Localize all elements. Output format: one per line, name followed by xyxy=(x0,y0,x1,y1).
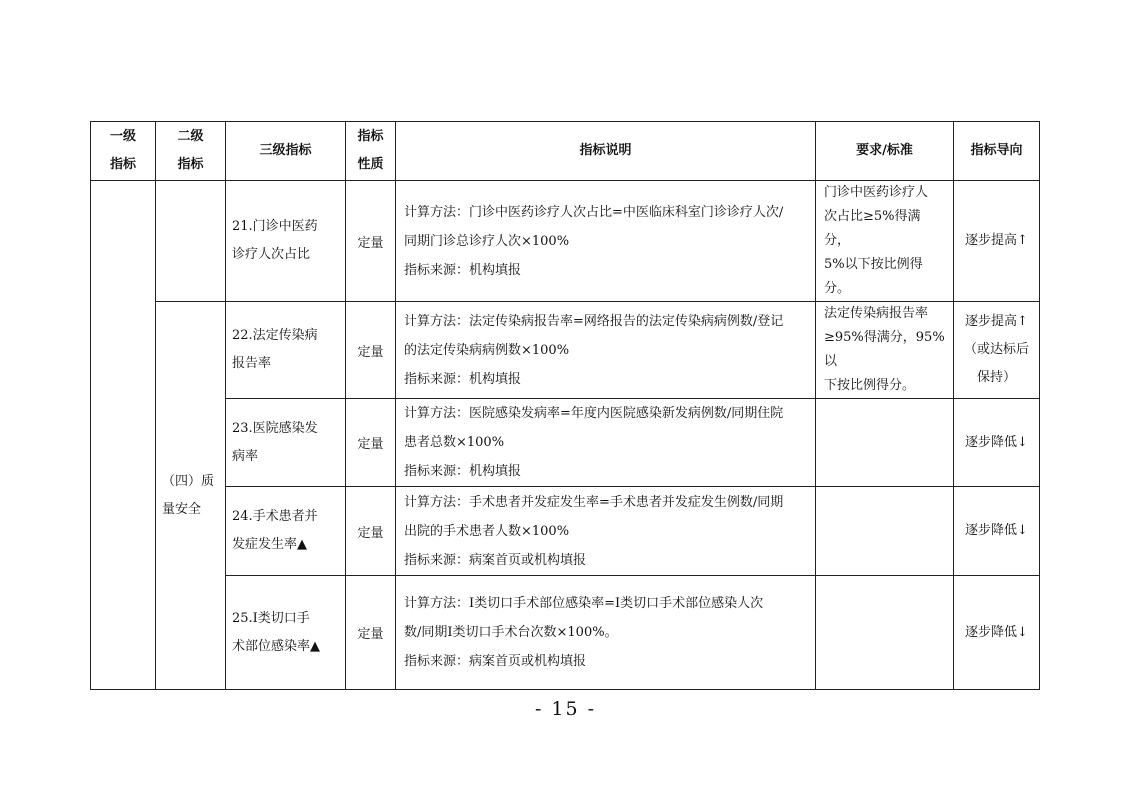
header-description: 指标说明 xyxy=(396,122,816,181)
indicator-table xyxy=(90,121,1040,690)
requirement-cell xyxy=(816,399,954,487)
header-nature: 指标 性质 xyxy=(346,122,396,181)
table-row xyxy=(91,181,1040,302)
requirement-cell xyxy=(816,576,954,690)
requirement-cell: 门诊中医药诊疗人 次占比≥5%得满分， 5%以下按比例得分。 xyxy=(816,181,954,302)
description-cell: 计算方法：Ⅰ类切口手术部位感染率=Ⅰ类切口手术部位感染人次 数/同期Ⅰ类切口手术台次数×100%。 指标来源：病案首页或机构填报 xyxy=(396,576,816,690)
description-cell: 计算方法：门诊中医药诊疗人次占比=中医临床科室门诊诊疗人次/ 同期门诊总诊疗人次×100% 指标来源：机构填报 xyxy=(396,181,816,302)
header-direction: 指标导向 xyxy=(954,122,1040,181)
table-row xyxy=(91,576,1040,690)
nature-cell: 定量 xyxy=(346,399,396,487)
level3-cell: 22.法定传染病 报告率 xyxy=(226,302,346,399)
table-row xyxy=(91,487,1040,576)
direction-cell: 逐步提高↑ （或达标后 保持） xyxy=(954,302,1040,399)
header-level1: 一级 指标 xyxy=(91,122,156,181)
level3-cell: 24.手术患者并 发症发生率▲ xyxy=(226,487,346,576)
nature-cell: 定量 xyxy=(346,302,396,399)
nature-cell: 定量 xyxy=(346,181,396,302)
requirement-cell xyxy=(816,487,954,576)
category-cell: （四）质 量安全 xyxy=(156,302,226,690)
level1-cell xyxy=(91,181,156,690)
header-level2: 二级 指标 xyxy=(156,122,226,181)
description-cell: 计算方法：法定传染病报告率=网络报告的法定传染病病例数/登记 的法定传染病病例数×100% 指标来源：机构填报 xyxy=(396,302,816,399)
header-row xyxy=(91,122,1040,181)
requirement-cell: 法定传染病报告率 ≥95%得满分，95%以 下按比例得分。 xyxy=(816,302,954,399)
level3-cell: 25.Ⅰ类切口手 术部位感染率▲ xyxy=(226,576,346,690)
nature-cell: 定量 xyxy=(346,576,396,690)
table-row xyxy=(91,399,1040,487)
direction-cell: 逐步提高↑ xyxy=(954,181,1040,302)
direction-cell: 逐步降低↓ xyxy=(954,487,1040,576)
level3-cell: 21.门诊中医药 诊疗人次占比 xyxy=(226,181,346,302)
direction-cell: 逐步降低↓ xyxy=(954,399,1040,487)
table-row xyxy=(91,302,1040,399)
header-level3: 三级指标 xyxy=(226,122,346,181)
level3-cell: 23.医院感染发 病率 xyxy=(226,399,346,487)
nature-cell: 定量 xyxy=(346,487,396,576)
description-cell: 计算方法：手术患者并发症发生率=手术患者并发症发生例数/同期 出院的手术患者人数×100% 指标来源：病案首页或机构填报 xyxy=(396,487,816,576)
description-cell: 计算方法：医院感染发病率=年度内医院感染新发病例数/同期住院 患者总数×100% 指标来源：机构填报 xyxy=(396,399,816,487)
header-requirement: 要求/标准 xyxy=(816,122,954,181)
page-number: - 15 - xyxy=(534,698,597,720)
level2-cell xyxy=(156,181,226,302)
direction-cell: 逐步降低↓ xyxy=(954,576,1040,690)
